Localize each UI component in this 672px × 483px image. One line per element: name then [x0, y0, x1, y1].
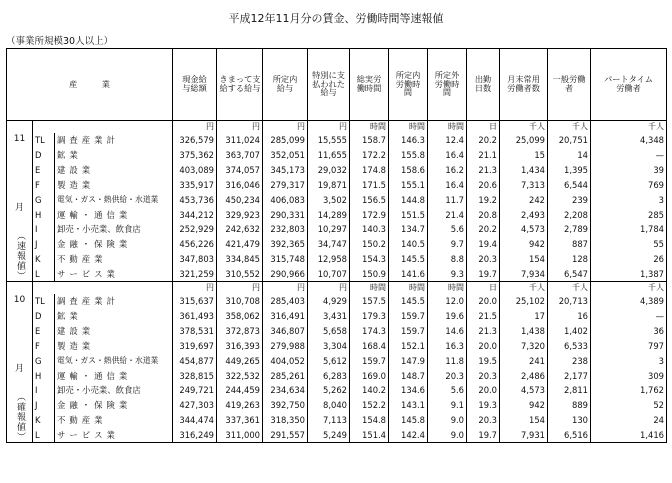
header-regular-wage: きまって支給する給与: [217, 49, 263, 121]
table-row: K 不動産業 347,803 334,845 315,748 12,958 154.3 145.5 8.8 20.3 154 128 26: [7, 252, 667, 267]
header-industry: 産 業: [7, 49, 173, 121]
table-row: D 鉱業 375,362 363,707 352,051 11,655 172.2 155.8 16.4 21.1 15 14 —: [7, 148, 667, 163]
block-label: 11 月 （速報値）: [7, 121, 33, 282]
table-row: G 電気・ガス・熱供給・水道業 454,877 449,265 404,052 5,612 159.7 147.9 11.8 19.5 241 238 3: [7, 354, 667, 369]
header-scheduled-wage: 所定内給与: [263, 49, 308, 121]
table-row: H 運輸・通信業 344,212 329,923 290,331 14,289 172.9 151.5 21.4 20.8 2,493 2,208 285: [7, 207, 667, 222]
table-row: H 運輸・通信業 328,815 322,532 285,261 6,283 169.0 148.7 20.3 20.3 2,486 2,177 309: [7, 368, 667, 383]
scope-note: （事業所規模30人以上）: [6, 36, 114, 47]
header-general-workers: 一般労働者: [548, 49, 591, 121]
header-scheduled-hours: 所定内労働時間: [389, 49, 428, 121]
table-row: TL 調査産業計 326,579 311,024 285,099 15,555 158.7 146.3 12.4 20.2 25,099 20,751 4,348: [7, 133, 667, 148]
header-days: 出勤日数: [467, 49, 500, 121]
wage-hours-table: [6, 48, 667, 443]
table-row: D 鉱業 361,493 358,062 316,491 3,431 179.3 159.7 19.6 21.5 17 16 —: [7, 309, 667, 324]
table-row: E 建設業 403,089 374,057 345,173 29,032 174.8 158.6 16.2 21.3 1,434 1,395 39: [7, 163, 667, 178]
table-row: L サービス業 321,259 310,552 290,966 10,707 150.9 141.6 9.3 19.7 7,934 6,547 1,387: [7, 267, 667, 282]
table-row: K 不動産業 344,474 337,361 318,350 7,113 154.8 145.8 9.0 20.3 154 130 24: [7, 413, 667, 428]
table-row: E 建設業 378,531 372,873 346,807 5,658 174.3 159.7 14.6 21.3 1,438 1,402 36: [7, 324, 667, 339]
table-row: J 金融・保険業 427,303 419,263 392,750 8,040 152.2 143.1 9.1 19.3 942 889 52: [7, 398, 667, 413]
table-row: TL 調査産業計 315,637 310,708 285,403 4,929 157.5 145.5 12.0 20.0 25,102 20,713 4,389: [7, 294, 667, 309]
block-november: 11 月 （速報値） 円 円 円 円 時間 時間 時間 日 千人 千人 千人 TL 調査産業計 326,579 311,024 285,099 15,555 158.7 146.3 12.4 20.2 25,099 20,751 4,348 D 鉱業 375,362 363,707 352,051 11,655 172.2 155.8 16.4 21.1 15 14 — E 建設業 403,089 374,057 345,173 29,032 174.8 158.6 16.2 21.3 1,434 1,395 39 F 製造業 335,917 316,046 279,317 19,871 171.5 155.1 16.4 20.6 7,313 6,544 769 G 電気・ガス・熱供給・水道業 453,736 450,234 406,083 3,502 156.5 144.8 11.7 19.2 242 239 3 H 運輸・通信業 344,212 329,923 290,331 14,289 172.9 151.5 21.4 20.8 2,493 2,208 285 I 卸売・小売業、飲食店 252,929 242,632 232,803 10,297 140.3 134.7 5.6 20.2 4,573 2,789 1,784 J 金融・保険業 456,226 421,479 392,365 34,747 150.2 140.5 9.7 19.4 942 887 55 K 不動産業 347,803 334,845 315,748 12,958 154.3 145.5 8.8 20.3 154 128 26 L サービス業 321,259 310,552 290,966 10,707 150.9 141.6 9.3 19.7 7,934 6,547 1,387: [7, 121, 667, 282]
header-total-hours: 総実労働時間: [350, 49, 389, 121]
table-row: I 卸売・小売業、飲食店 252,929 242,632 232,803 10,297 140.3 134.7 5.6 20.2 4,573 2,789 1,784: [7, 222, 667, 237]
header-employees: 月末常用労働者数: [500, 49, 548, 121]
table-row: J 金融・保険業 456,226 421,479 392,365 34,747 150.2 140.5 9.7 19.4 942 887 55: [7, 237, 667, 252]
table-row: I 卸売・小売業、飲食店 249,721 244,459 234,634 5,262 140.2 134.6 5.6 20.0 4,573 2,811 1,762: [7, 383, 667, 398]
header-total-wage: 現金給与総額: [173, 49, 217, 121]
table-row: F 製造業 335,917 316,046 279,317 19,871 171.5 155.1 16.4 20.6 7,313 6,544 769: [7, 178, 667, 193]
table-row: F 製造業 319,697 316,393 279,988 3,304 168.4 152.1 16.3 20.0 7,320 6,533 797: [7, 339, 667, 354]
page-title: 平成12年11月分の賃金、労働時間等速報値: [228, 12, 444, 25]
header-special-wage: 特別に支払われた給与: [308, 49, 350, 121]
block-october: 10 月 （確報値） 円 円 円 円 時間 時間 時間 日 千人 千人 千人 TL 調査産業計 315,637 310,708 285,403 4,929 157.5 145.5 12.0 20.0 25,102 20,713 4,389 D 鉱業 361,493 358,062 316,491 3,431 179.3 159.7 19.6 21.5 17 16 — E 建設業 378,531 372,873 346,807 5,658 174.3 159.7 14.6 21.3 1,438 1,402 36 F 製造業 319,697 316,393 279,988 3,304 168.4 152.1 16.3 20.0 7,320 6,533 797 G 電気・ガス・熱供給・水道業 454,877 449,265 404,052 5,612 159.7 147.9 11.8 19.5 241 238 3 H 運輸・通信業 328,815 322,532 285,261 6,283 169.0 148.7 20.3 20.3 2,486 2,177 309 I 卸売・小売業、飲食店 249,721 244,459 234,634 5,262 140.2 134.6 5.6 20.0 4,573 2,811 1,762 J 金融・保険業 427,303 419,263 392,750 8,040 152.2 143.1 9.1 19.3 942 889 52 K 不動産業 344,474 337,361 318,350 7,113 154.8 145.8 9.0 20.3 154 130 24 L サービス業 316,249 311,000 291,557 5,249 151.4 142.4 9.0 19.7 7,931 6,516 1,416: [7, 282, 667, 443]
block-label: 10 月 （確報値）: [7, 282, 33, 443]
table-row: G 電気・ガス・熱供給・水道業 453,736 450,234 406,083 3,502 156.5 144.8 11.7 19.2 242 239 3: [7, 193, 667, 208]
header-part-time-workers: パートタイム労働者: [591, 49, 667, 121]
table-row: L サービス業 316,249 311,000 291,557 5,249 151.4 142.4 9.0 19.7 7,931 6,516 1,416: [7, 428, 667, 443]
header-overtime-hours: 所定外労働時間: [428, 49, 467, 121]
